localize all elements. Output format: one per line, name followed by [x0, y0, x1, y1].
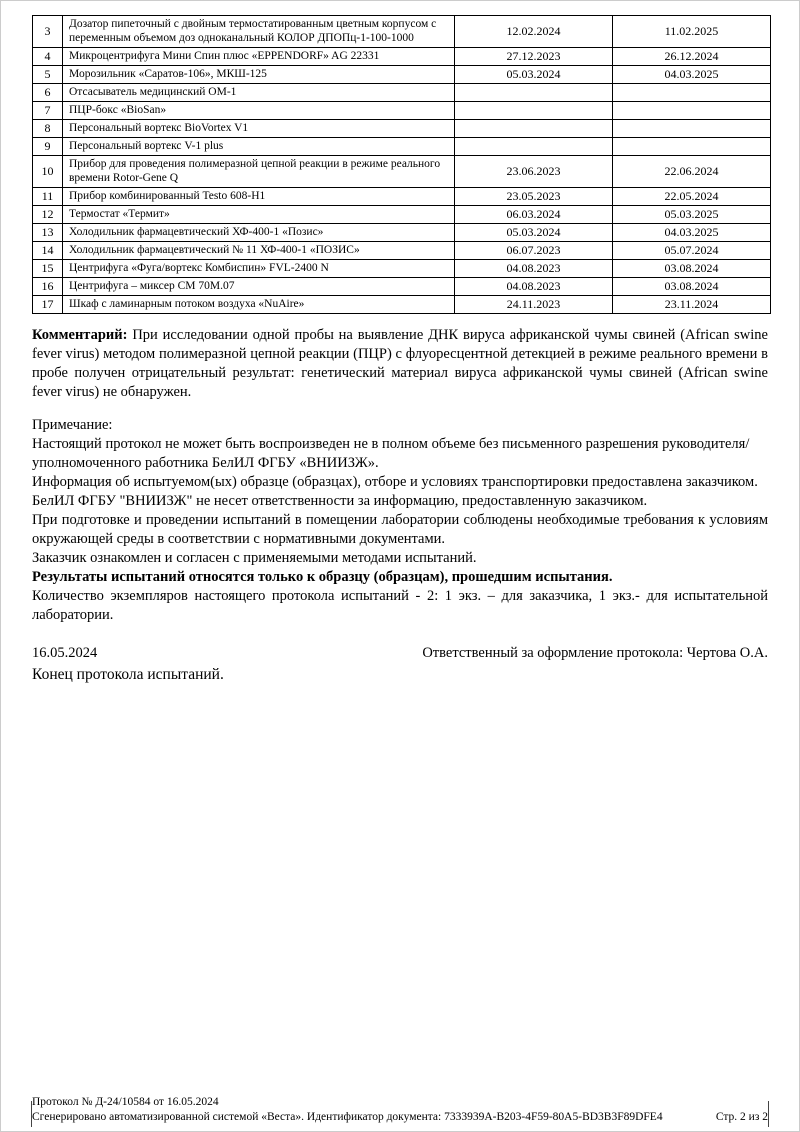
- row-number: 15: [33, 259, 63, 277]
- next-verification-date: 23.11.2024: [613, 295, 771, 313]
- equipment-name: Персональный вортекс BioVortex V1: [63, 119, 455, 137]
- equipment-name: ПЦР-бокс «BioSan»: [63, 101, 455, 119]
- crop-mark-right: [768, 1101, 769, 1127]
- table-row: [33, 119, 771, 137]
- note-line: Информация об испытуемом(ых) образце (образцах), отборе и условиях транспортировки предоставлена заказчиком.: [32, 473, 758, 490]
- row-number: 10: [33, 155, 63, 187]
- equipment-name: Холодильник фармацевтический ХФ-400-1 «Позис»: [63, 223, 455, 241]
- footer-protocol-number: Протокол № Д-24/10584 от 16.05.2024: [32, 1096, 219, 1108]
- table-row: [33, 101, 771, 119]
- equipment-table: [32, 15, 771, 314]
- table-row: [33, 187, 771, 205]
- table-row: [33, 223, 771, 241]
- next-verification-date: [613, 83, 771, 101]
- row-number: 3: [33, 16, 63, 48]
- verification-date: 05.03.2024: [455, 223, 613, 241]
- signoff-date: 16.05.2024: [32, 644, 98, 661]
- row-number: 13: [33, 223, 63, 241]
- next-verification-date: 04.03.2025: [613, 65, 771, 83]
- comment-label: Комментарий:: [32, 326, 128, 343]
- row-number: 16: [33, 277, 63, 295]
- equipment-name: Дозатор пипеточный с двойным термостатированным цветным корпусом с переменным объемом доз одноканальный КОЛОР ДПОПц-1-100-1000: [63, 16, 455, 48]
- next-verification-date: 26.12.2024: [613, 47, 771, 65]
- footer-generated-text: Сгенерировано автоматизированной системой «Веста». Идентификатор документа: 7333939A-B203-4F59-80A5-BD3B3F89DFE4: [32, 1111, 663, 1123]
- verification-date: 27.12.2023: [455, 47, 613, 65]
- equipment-name: Прибор для проведения полимеразной цепной реакции в режиме реального времени Rotor-Gene Q: [63, 155, 455, 187]
- signoff-responsible: Ответственный за оформление протокола: Чертова О.А.: [422, 644, 768, 661]
- page-footer: [32, 1095, 768, 1125]
- row-number: 17: [33, 295, 63, 313]
- equipment-name: Прибор комбинированный Testo 608-H1: [63, 187, 455, 205]
- footer-generated-line: [32, 1110, 768, 1125]
- verification-date: 12.02.2024: [455, 16, 613, 48]
- comment-paragraph: [32, 326, 768, 402]
- verification-date: 23.06.2023: [455, 155, 613, 187]
- verification-date: [455, 83, 613, 101]
- page-content: [1, 1, 799, 684]
- equipment-name: Центрифуга – миксер СМ 70М.07: [63, 277, 455, 295]
- notes-list: [32, 435, 768, 625]
- next-verification-date: 11.02.2025: [613, 16, 771, 48]
- end-of-protocol-line: Конец протокола испытаний.: [32, 665, 224, 683]
- equipment-name: Морозильник «Саратов-106», МКШ-125: [63, 65, 455, 83]
- note-line: Заказчик ознакомлен и согласен с применяемыми методами испытаний.: [32, 549, 477, 566]
- table-row: [33, 277, 771, 295]
- verification-date: [455, 137, 613, 155]
- equipment-name: Микроцентрифуга Мини Спин плюс «EPPENDORF» AG 22331: [63, 47, 455, 65]
- table-row: [33, 47, 771, 65]
- verification-date: 06.07.2023: [455, 241, 613, 259]
- note-line: При подготовке и проведении испытаний в помещении лаборатории соблюдены необходимые требования к условиям окружающей среды в соответствии с нормативными документами.: [32, 511, 768, 547]
- verification-date: [455, 101, 613, 119]
- verification-date: [455, 119, 613, 137]
- row-number: 14: [33, 241, 63, 259]
- note-line: БелИЛ ФГБУ "ВНИИЗЖ" не несет ответственности за информацию, предоставленную заказчиком.: [32, 492, 648, 509]
- footer-page-number: Стр. 2 из 2: [715, 1111, 768, 1123]
- row-number: 5: [33, 65, 63, 83]
- next-verification-date: 05.03.2025: [613, 205, 771, 223]
- table-row: [33, 83, 771, 101]
- next-verification-date: [613, 101, 771, 119]
- table-row: [33, 295, 771, 313]
- table-row: [33, 155, 771, 187]
- next-verification-date: 22.06.2024: [613, 155, 771, 187]
- row-number: 9: [33, 137, 63, 155]
- equipment-name: Холодильник фармацевтический № 11 ХФ-400-1 «ПОЗИС»: [63, 241, 455, 259]
- equipment-name: Центрифуга «Фуга/вортекс Комбиспин» FVL-2400 N: [63, 259, 455, 277]
- row-number: 8: [33, 119, 63, 137]
- row-number: 7: [33, 101, 63, 119]
- equipment-name: Персональный вортекс V-1 plus: [63, 137, 455, 155]
- notes-heading: Примечание:: [32, 416, 113, 433]
- equipment-table-body: [33, 16, 771, 314]
- next-verification-date: 22.05.2024: [613, 187, 771, 205]
- next-verification-date: 04.03.2025: [613, 223, 771, 241]
- verification-date: 06.03.2024: [455, 205, 613, 223]
- verification-date: 04.08.2023: [455, 259, 613, 277]
- table-row: [33, 16, 771, 48]
- equipment-name: Отсасыватель медицинский ОМ-1: [63, 83, 455, 101]
- table-row: [33, 241, 771, 259]
- next-verification-date: 03.08.2024: [613, 277, 771, 295]
- row-number: 6: [33, 83, 63, 101]
- next-verification-date: [613, 119, 771, 137]
- table-row: [33, 137, 771, 155]
- signoff-row: [32, 645, 768, 662]
- next-verification-date: [613, 137, 771, 155]
- note-line: Количество экземпляров настоящего протокола испытаний - 2: 1 экз. – для заказчика, 1 экз.- для испытательной лаборатории.: [32, 587, 768, 623]
- verification-date: 24.11.2023: [455, 295, 613, 313]
- note-line: Результаты испытаний относятся только к образцу (образцам), прошедшим испытания.: [32, 568, 613, 585]
- next-verification-date: 03.08.2024: [613, 259, 771, 277]
- table-row: [33, 205, 771, 223]
- table-row: [33, 65, 771, 83]
- next-verification-date: 05.07.2024: [613, 241, 771, 259]
- table-row: [33, 259, 771, 277]
- equipment-name: Термостат «Термит»: [63, 205, 455, 223]
- comment-text: При исследовании одной пробы на выявление ДНК вируса африканской чумы свиней (African swine fever virus) методом полимеразной цепной реакции (ПЦР) с флуоресцентной детекцией в режиме реального времени в пробе получен отрицательный результат: генетический материал вируса африканской чумы свиней (African swine fever virus) не обнаружен.: [32, 326, 768, 400]
- row-number: 4: [33, 47, 63, 65]
- verification-date: 04.08.2023: [455, 277, 613, 295]
- verification-date: 05.03.2024: [455, 65, 613, 83]
- row-number: 12: [33, 205, 63, 223]
- row-number: 11: [33, 187, 63, 205]
- equipment-name: Шкаф с ламинарным потоком воздуха «NuAire»: [63, 295, 455, 313]
- note-line: Настоящий протокол не может быть воспроизведен не в полном объеме без письменного разрешения руководителя/уполномоченного работника БелИЛ ФГБУ «ВНИИЗЖ».: [32, 435, 750, 471]
- verification-date: 23.05.2023: [455, 187, 613, 205]
